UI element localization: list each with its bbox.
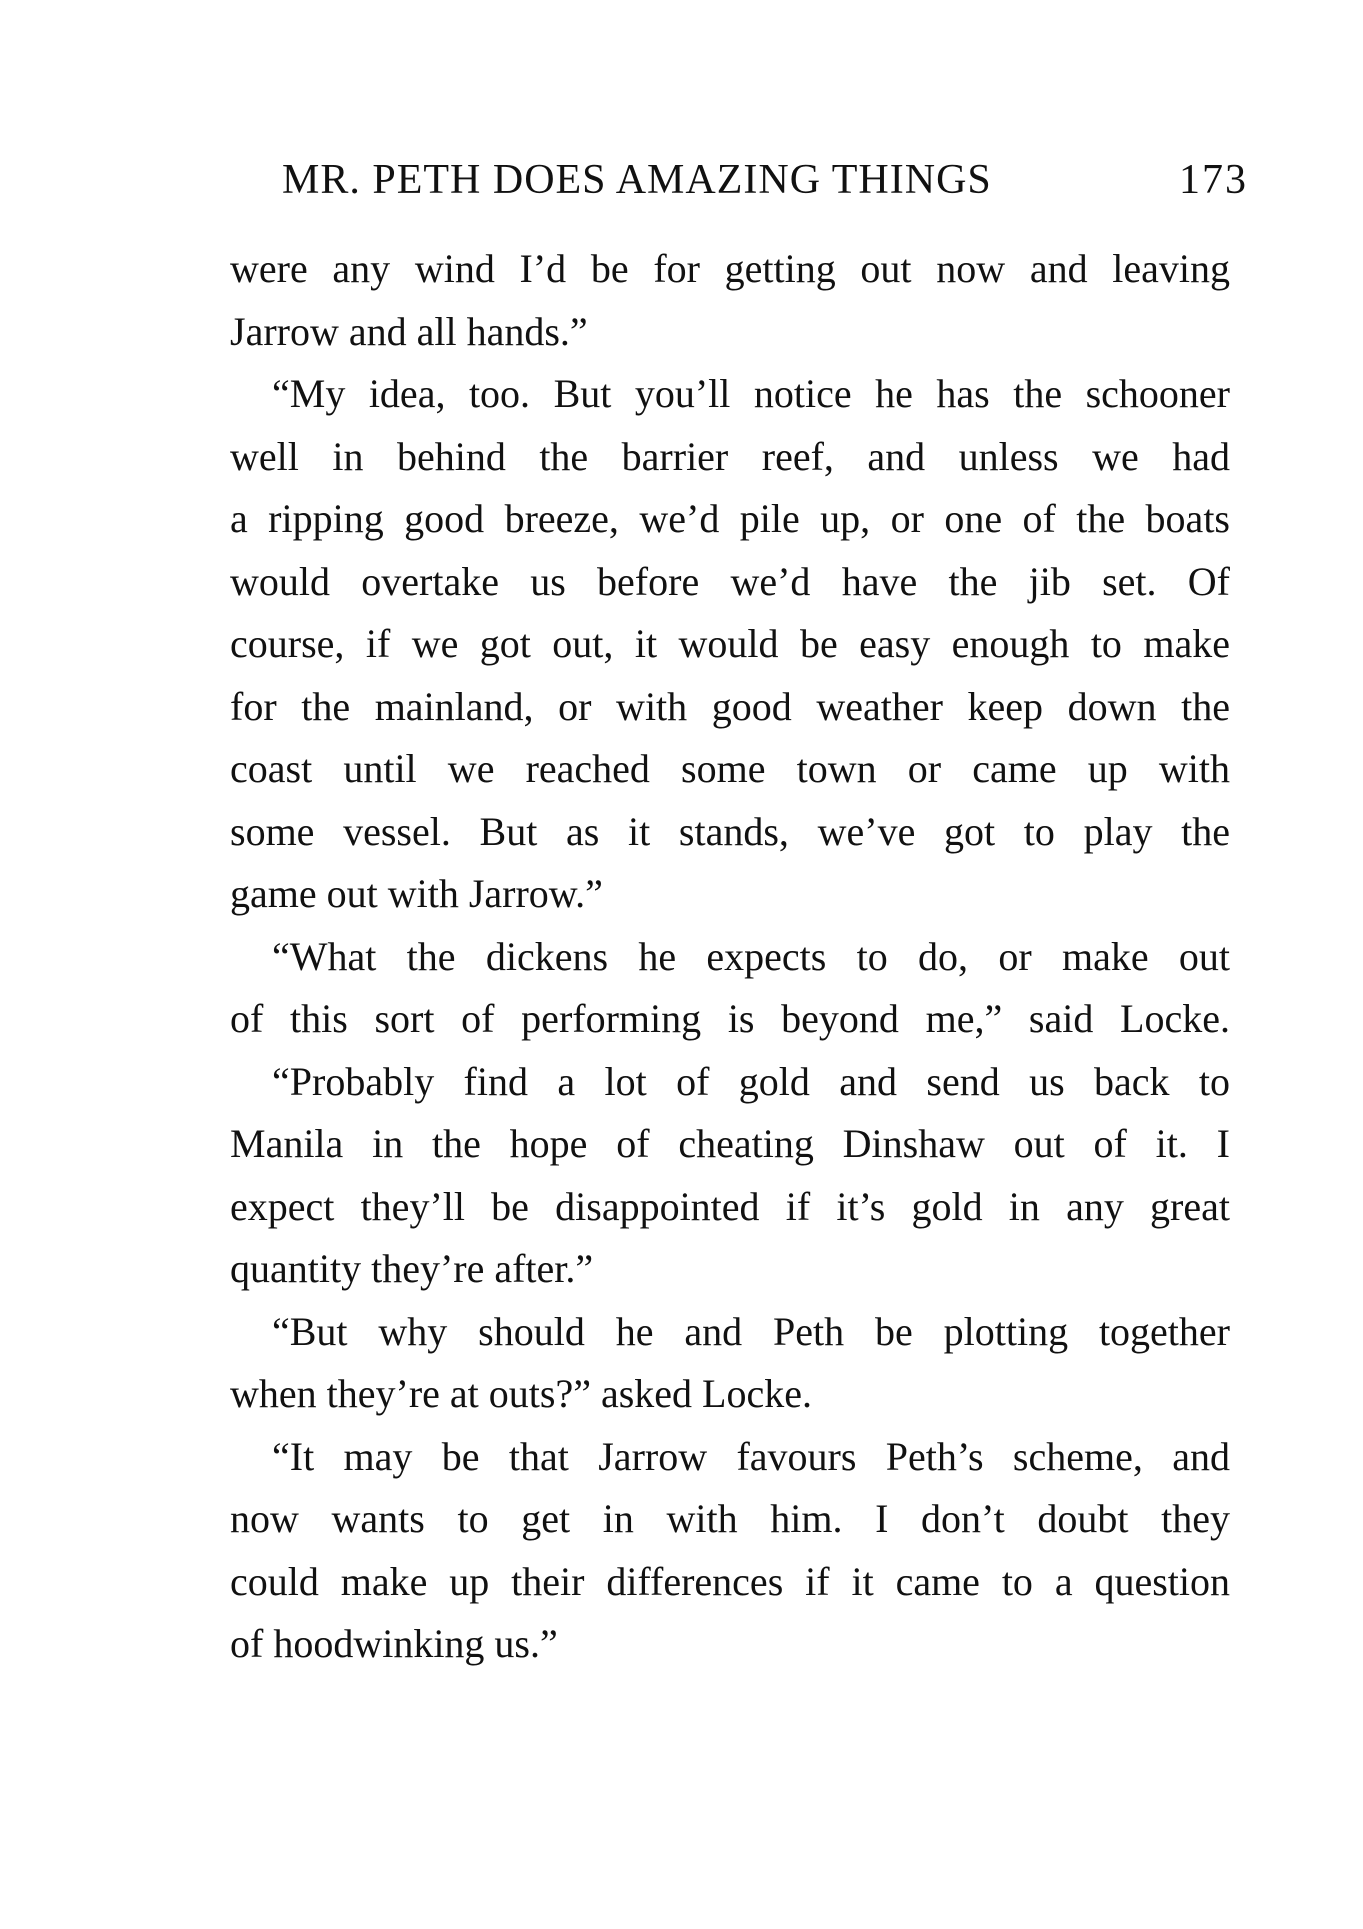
text-line: “What the dickens he expects to do, or make out: [272, 933, 1230, 979]
text-line: would overtake us before we’d have the jib set. Of: [230, 558, 1230, 604]
text-line: some vessel. But as it stands, we’ve got to play the: [230, 808, 1230, 854]
body-text: [230, 238, 1230, 1676]
text-line: “My idea, too. But you’ll notice he has the schooner: [272, 371, 1230, 416]
text-line: when they’re at outs?” asked Locke.: [230, 1371, 812, 1416]
text-line: “But why should he and Peth be plotting together: [272, 1308, 1230, 1354]
text-line: of hoodwinking us.”: [230, 1621, 558, 1666]
text-line: course, if we got out, it would be easy enough to make: [230, 621, 1230, 666]
text-line: could make up their differences if it came to a question: [230, 1558, 1230, 1604]
text-line: quantity they’re after.”: [230, 1246, 594, 1291]
text-line: coast until we reached some town or came up with: [230, 746, 1230, 791]
text-line: now wants to get in with him. I don’t doubt they: [230, 1496, 1230, 1541]
page-number: 173: [1179, 157, 1248, 203]
text-line: a ripping good breeze, we’d pile up, or one of the boats: [230, 496, 1230, 541]
text-line: game out with Jarrow.”: [230, 871, 603, 916]
text-line: “Probably find a lot of gold and send us back to: [272, 1058, 1230, 1104]
text-line: Jarrow and all hands.”: [230, 308, 588, 354]
text-line: Manila in the hope of cheating Dinshaw out of it. I: [230, 1121, 1230, 1166]
text-line: were any wind I’d be for getting out now and leaving: [230, 246, 1230, 291]
running-head: [282, 156, 1248, 216]
text-line: expect they’ll be disappointed if it’s gold in any great: [230, 1183, 1230, 1229]
text-line: “It may be that Jarrow favours Peth’s scheme, and: [272, 1433, 1230, 1479]
text-line: of this sort of performing is beyond me,” said Locke.: [230, 996, 1230, 1041]
running-title: MR. PETH DOES AMAZING THINGS: [282, 157, 992, 203]
text-line: for the mainland, or with good weather keep down the: [230, 683, 1230, 729]
text-line: well in behind the barrier reef, and unless we had: [230, 433, 1230, 479]
